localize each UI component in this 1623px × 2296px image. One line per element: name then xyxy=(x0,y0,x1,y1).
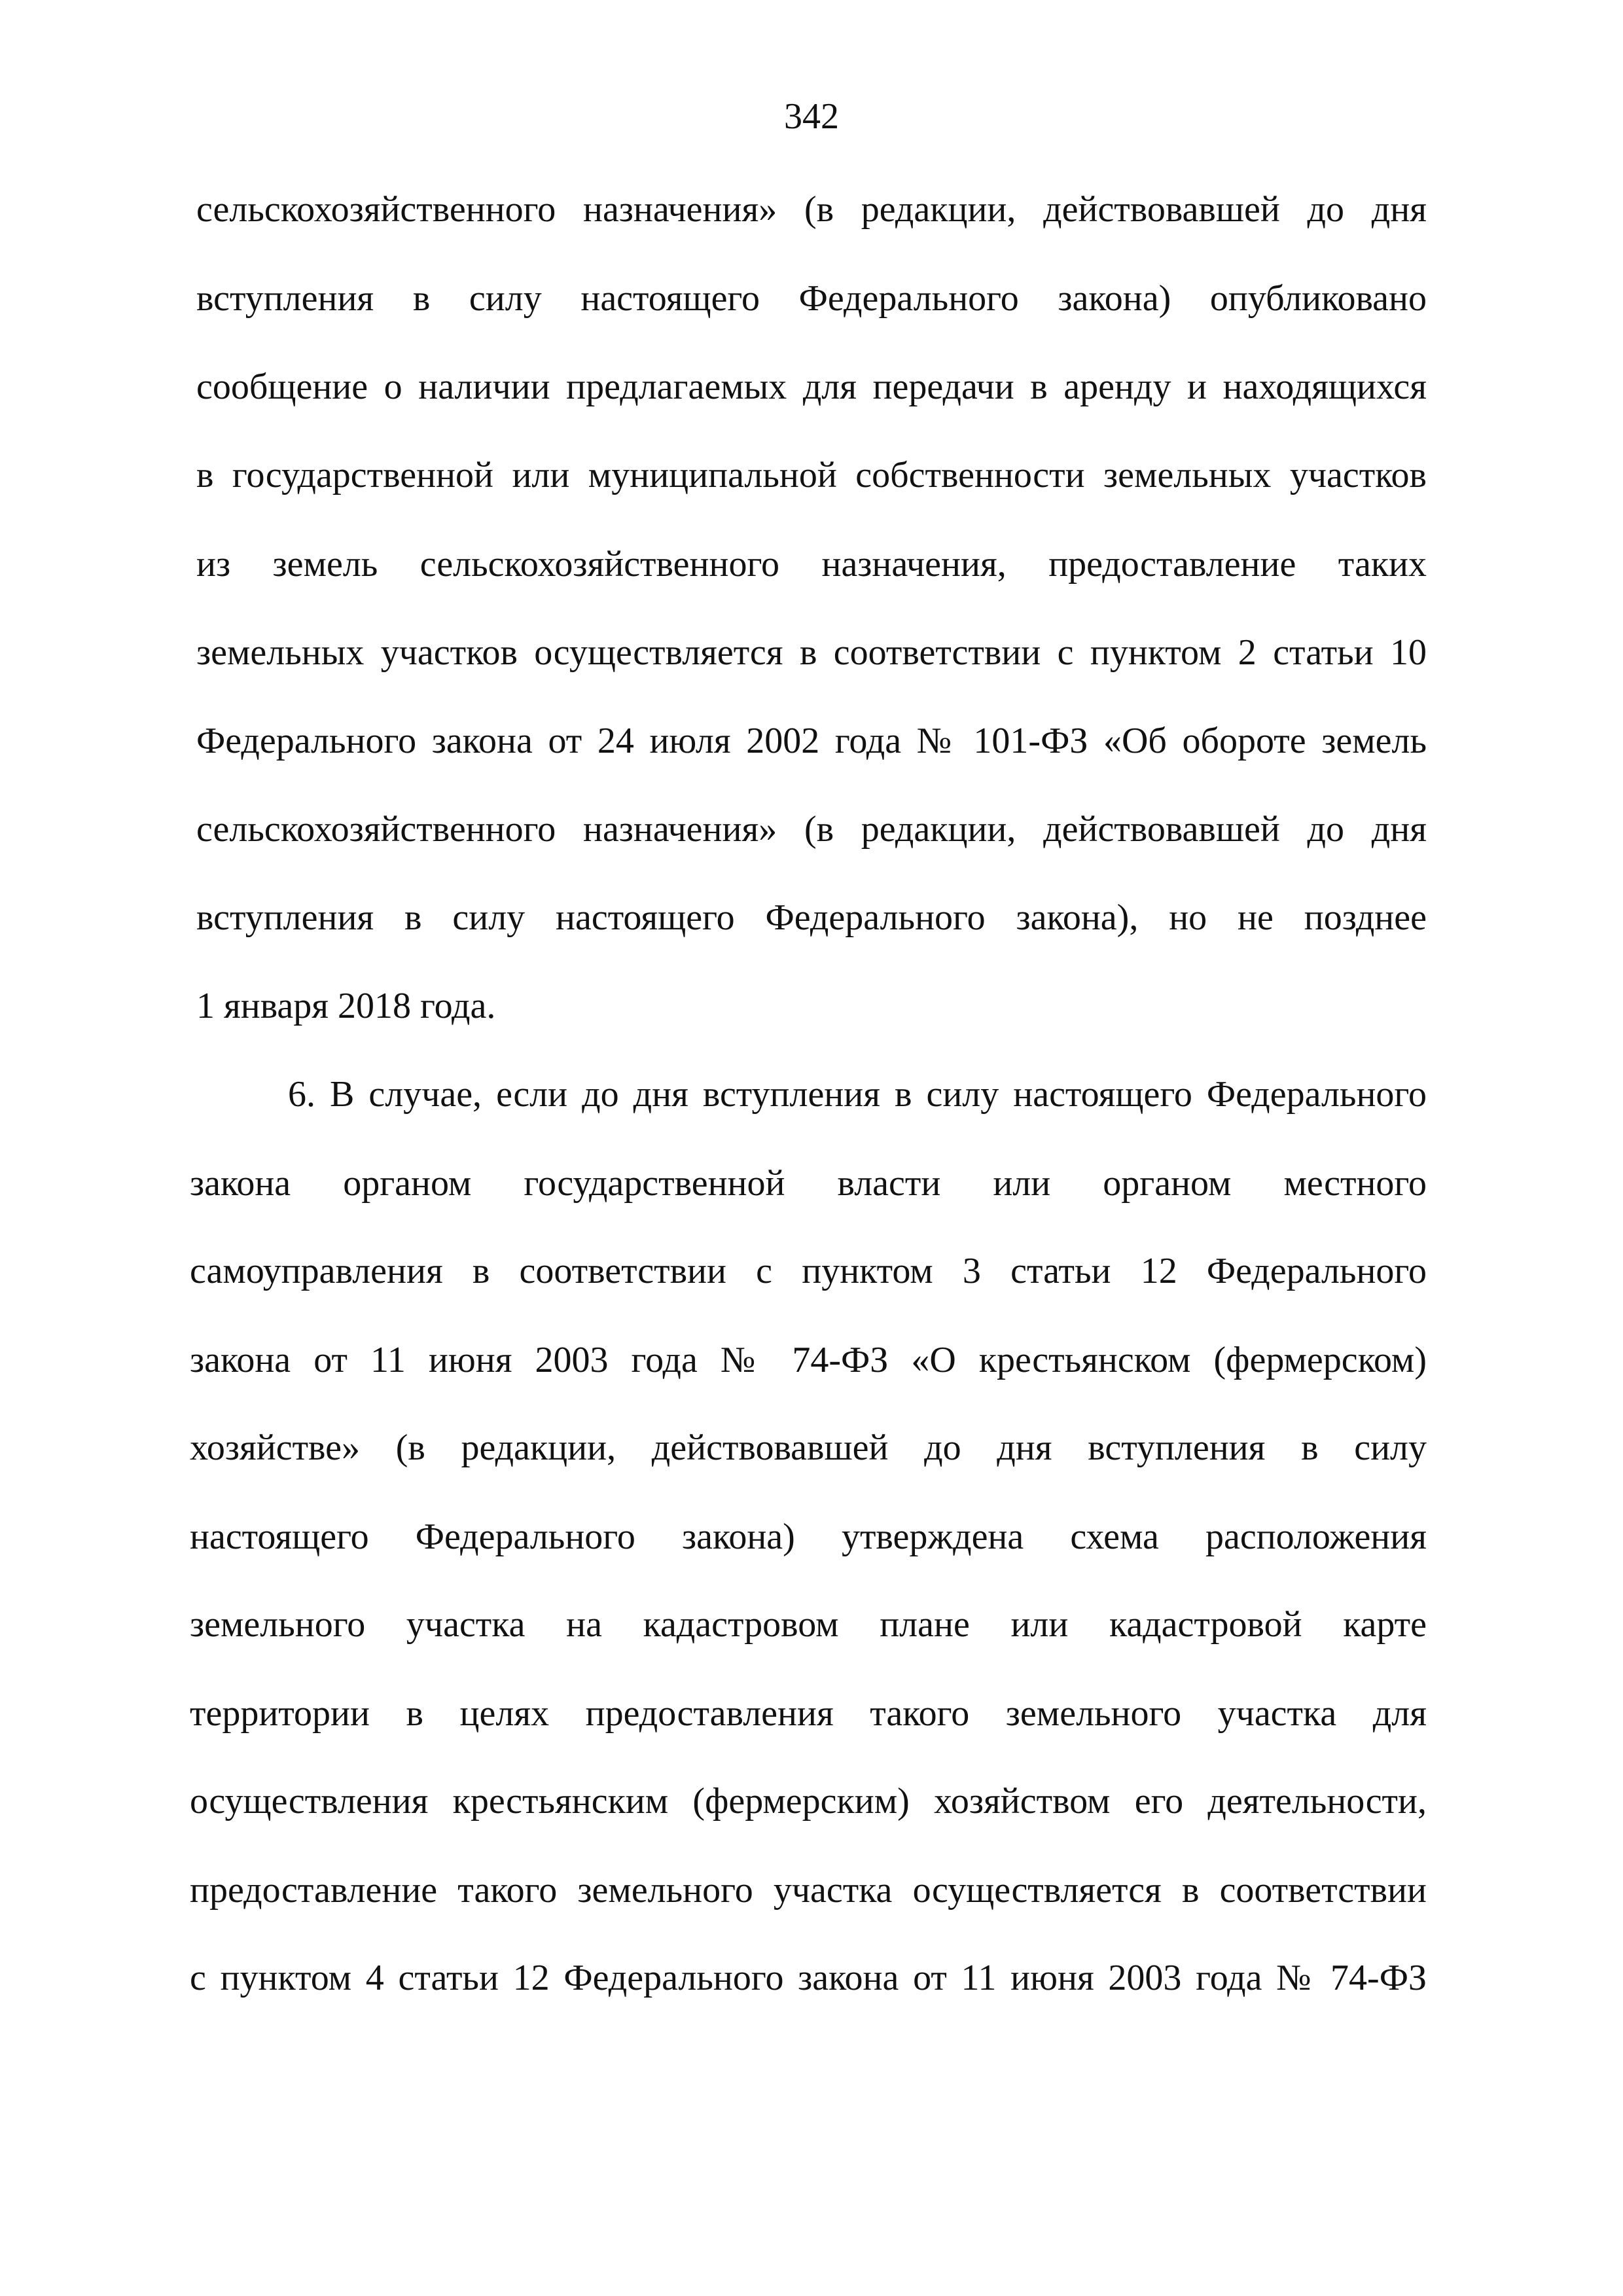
text-line: хозяйстве» (в редакции, действовавшей до дня вступления в силу xyxy=(190,1427,1427,1468)
text-line: настоящего Федерального закона) утверждена схема расположения xyxy=(190,1516,1427,1557)
text-line: земельных участков осуществляется в соответствии с пунктом 2 статьи 10 xyxy=(196,632,1427,673)
text-line: 1 января 2018 года. xyxy=(196,986,496,1026)
text-line: Федерального закона от 24 июля 2002 года № 101-ФЗ «Об обороте земель xyxy=(196,721,1427,761)
text-line: земельного участка на кадастровом плане или кадастровой карте xyxy=(190,1604,1427,1645)
text-line: сельскохозяйственного назначения» (в редакции, действовавшей до дня xyxy=(196,809,1427,850)
text-line: с пунктом 4 статьи 12 Федерального закона от 11 июня 2003 года № 74-ФЗ xyxy=(190,1958,1427,1998)
text-line: сельскохозяйственного назначения» (в редакции, действовавшей до дня xyxy=(196,189,1427,230)
text-line: сообщение о наличии предлагаемых для передачи в аренду и находящихся xyxy=(196,367,1427,407)
text-line: вступления в силу настоящего Федерального закона) опубликовано xyxy=(196,278,1427,319)
paragraph-first-line: 6. В случае, если до дня вступления в силу настоящего Федерального xyxy=(288,1074,1427,1115)
text-line: территории в целях предоставления такого земельного участка для xyxy=(190,1693,1427,1734)
text-line: осуществления крестьянским (фермерским) хозяйством его деятельности, xyxy=(190,1781,1427,1821)
text-line: из земель сельскохозяйственного назначения, предоставление таких xyxy=(196,544,1427,584)
text-line: самоуправления в соответствии с пунктом 3 статьи 12 Федерального xyxy=(190,1251,1427,1291)
text-line: в государственной или муниципальной собственности земельных участков xyxy=(196,455,1427,495)
text-line: вступления в силу настоящего Федерального закона), но не позднее xyxy=(196,897,1427,938)
text-line: предоставление такого земельного участка осуществляется в соответствии xyxy=(190,1870,1427,1910)
text-line: закона органом государственной власти или органом местного xyxy=(190,1163,1427,1204)
page-number: 342 xyxy=(784,96,839,137)
text-line: закона от 11 июня 2003 года № 74-ФЗ «О крестьянском (фермерском) xyxy=(190,1340,1427,1380)
